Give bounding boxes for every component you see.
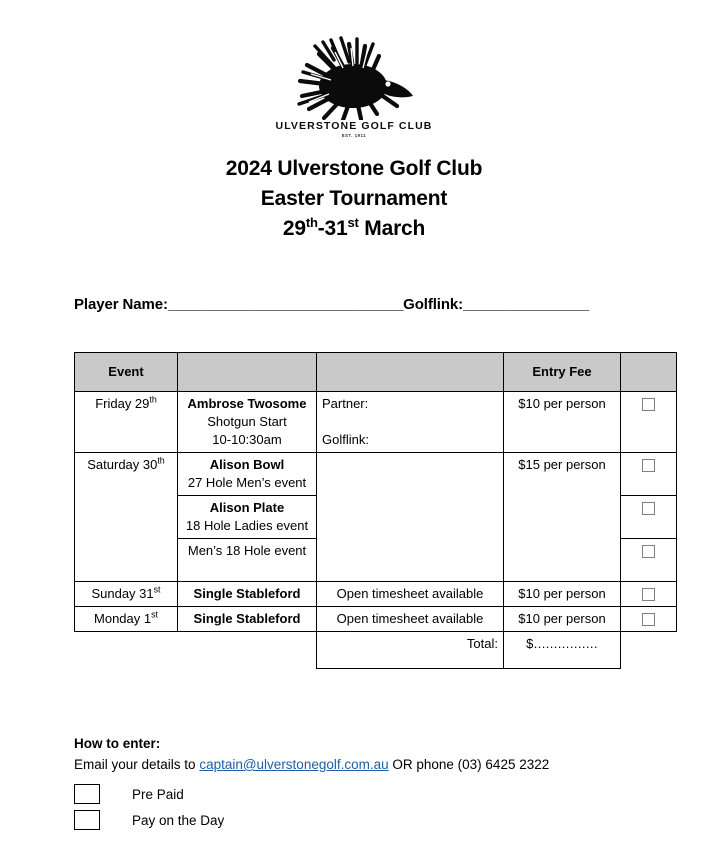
date-start-ordinal: th [305, 214, 318, 230]
payment-option-pay-on-day[interactable] [74, 807, 224, 833]
row-day-text: Saturday 30 [87, 457, 158, 472]
player-name-label: Player Name: [74, 296, 168, 313]
event-checkbox[interactable] [642, 613, 655, 626]
row-day-ordinal: th [157, 455, 165, 466]
row-fee: $10 per person [504, 582, 621, 607]
title-dates [0, 214, 708, 244]
page-title [0, 154, 708, 244]
title-line-2: Easter Tournament [260, 186, 448, 210]
golflink-field[interactable]: ________________ [463, 296, 589, 313]
row-day-ordinal: st [153, 584, 161, 595]
row-day [75, 392, 178, 453]
golflink-label: Golflink: [403, 296, 464, 313]
row-day-text: Monday 1 [94, 611, 152, 626]
club-logo [0, 0, 708, 138]
row-day-text: Friday 29 [95, 396, 150, 411]
header-event: Event [75, 353, 178, 392]
event-checkbox[interactable] [642, 502, 655, 515]
event-checkbox[interactable] [642, 545, 655, 558]
pay-on-day-label: Pay on the Day [132, 812, 225, 828]
event-checkbox[interactable] [642, 398, 655, 411]
table-total-row [75, 632, 677, 669]
date-mid: -31 [317, 216, 348, 240]
row-day-ordinal: st [151, 609, 158, 620]
player-name-field[interactable]: ______________________________ [167, 296, 404, 313]
row-extra: Open timesheet available [317, 607, 504, 632]
echidna-logo-icon [293, 34, 415, 120]
row-checkbox-cell[interactable] [621, 392, 677, 453]
row-checkbox-cell[interactable] [621, 582, 677, 607]
partner-field-label: Partner: [322, 396, 369, 411]
event-checkbox[interactable] [642, 459, 655, 472]
row-event-line2: 18 Hole Ladies event [185, 518, 309, 533]
contact-prefix: Email your details to [74, 757, 200, 772]
table-row [75, 392, 677, 453]
header-event-spacer [178, 353, 317, 392]
date-start: 29 [282, 216, 306, 240]
row-extra: Open timesheet available [317, 582, 504, 607]
total-spacer-3 [621, 632, 677, 669]
row-event-title: Alison Plate [209, 500, 285, 515]
how-to-enter-heading: How to enter: [74, 736, 161, 751]
row-event [178, 496, 317, 539]
row-day-text: Sunday 31 [91, 586, 154, 601]
row-checkbox-cell[interactable] [621, 453, 677, 496]
logo-established: EST. 1911 [341, 132, 367, 138]
row-extra-spacer [322, 413, 498, 431]
header-details [317, 353, 504, 392]
email-link[interactable]: captain@ulverstonegolf.com.au [199, 757, 389, 772]
row-fee: $10 per person [504, 607, 621, 632]
total-spacer-2 [178, 632, 317, 669]
row-event-spacer [183, 560, 311, 578]
contact-suffix: OR phone (03) 6425 2322 [388, 757, 550, 772]
title-line-1: 2024 Ulverstone Golf Club [225, 156, 483, 180]
pre-paid-checkbox[interactable] [74, 784, 100, 804]
row-event [178, 539, 317, 582]
date-end-ordinal: st [347, 214, 359, 230]
pay-on-day-checkbox[interactable] [74, 810, 100, 830]
row-checkbox-cell[interactable] [621, 496, 677, 539]
row-event-title: Alison Bowl [209, 457, 285, 472]
how-to-enter-section [74, 733, 549, 775]
row-event [178, 392, 317, 453]
header-entry-fee: Entry Fee [504, 353, 621, 392]
row-day [75, 607, 178, 632]
row-event-line2: Shotgun Start [207, 414, 287, 429]
table-header-row [75, 353, 677, 392]
total-spacer-1 [75, 632, 178, 669]
row-day [75, 582, 178, 607]
total-amount-field[interactable]: $................ [504, 632, 621, 669]
contact-line [74, 754, 549, 775]
row-fee: $15 per person [504, 453, 621, 582]
table-row [75, 582, 677, 607]
row-checkbox-cell[interactable] [621, 539, 677, 582]
logo-wordmark: ULVERSTONE GOLF CLUB [275, 120, 433, 132]
row-extra[interactable] [317, 453, 504, 582]
row-event [178, 453, 317, 496]
row-event-line3: 10-10:30am [212, 432, 282, 447]
row-event-line2: 27 Hole Men’s event [187, 475, 307, 490]
payment-option-pre-paid[interactable] [74, 781, 224, 807]
event-checkbox[interactable] [642, 588, 655, 601]
table-row [75, 607, 677, 632]
pre-paid-label: Pre Paid [132, 786, 184, 802]
row-event-title: Ambrose Twosome [187, 396, 307, 411]
row-extra[interactable] [317, 392, 504, 453]
row-event: Single Stableford [178, 607, 317, 632]
row-event-title: Men’s 18 Hole event [187, 543, 307, 558]
golflink-field-label: Golflink: [322, 432, 369, 447]
table-row [75, 453, 677, 496]
row-day [75, 453, 178, 582]
event-entry-table [74, 352, 677, 669]
payment-options [74, 781, 224, 833]
row-day-ordinal: th [149, 394, 157, 405]
player-details-line [74, 296, 589, 313]
date-month: March [358, 216, 426, 240]
header-select [621, 353, 677, 392]
total-label: Total: [317, 632, 504, 669]
row-checkbox-cell[interactable] [621, 607, 677, 632]
row-fee: $10 per person [504, 392, 621, 453]
row-event: Single Stableford [178, 582, 317, 607]
